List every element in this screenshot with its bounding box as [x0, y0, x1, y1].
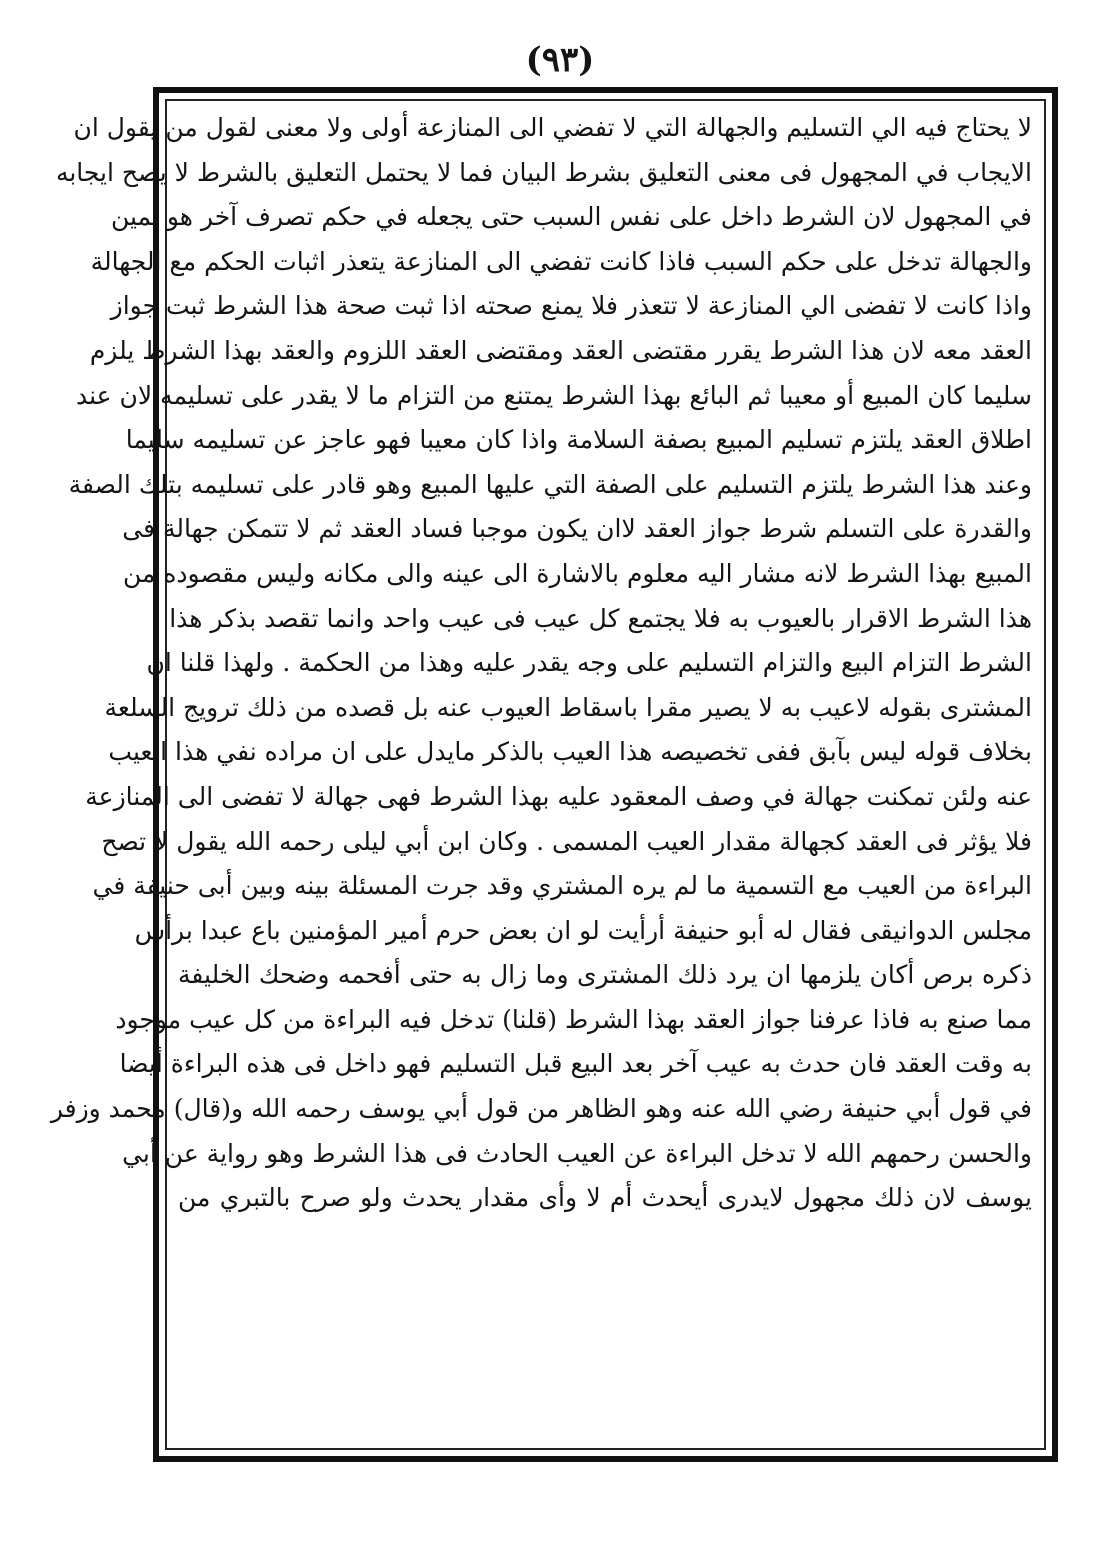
text-line: الشرط التزام البيع والتزام التسليم على وجه يقدر عليه وهذا من الحكمة . ولهذا قلنا ان	[146, 648, 1032, 678]
text-line: واذا كانت لا تفضى الي المنازعة لا تتعذر فلا يمنع صحته اذا ثبت صحة هذا الشرط ثبت جواز	[110, 291, 1032, 321]
text-line: العقد معه لان هذا الشرط يقرر مقتضى العقد ومقتضى العقد اللزوم والعقد بهذا الشرط يلزم	[89, 335, 1032, 365]
text-line: البراءة من العيب مع التسمية ما لم يره المشتري وقد جرت المسئلة بينه وبين أبى حنيفة في	[92, 871, 1032, 901]
text-line: في المجهول لان الشرط داخل على نفس السبب حتى يجعله في حكم تصرف آخر هو يمين	[110, 202, 1032, 232]
text-line: في قول أبي حنيفة رضي الله عنه وهو الظاهر من قول أبي يوسف رحمه الله و(قال) محمد وزفر	[50, 1094, 1032, 1124]
text-line: والجهالة تدخل على حكم السبب فاذا كانت تفضي الى المنازعة يتعذر اثبات الحكم مع الجهالة	[90, 246, 1032, 276]
text-line: الايجاب في المجهول فى معنى التعليق بشرط البيان فما لا يحتمل التعليق بالشرط لا يصح ايجابه	[55, 157, 1032, 187]
text-line: عنه ولئن تمكنت جهالة في وصف المعقود عليه بهذا الشرط فهى جهالة لا تفضى الى المنازعة	[85, 781, 1032, 811]
text-line: المشترى بقوله لاعيب به لا يصير مقرا باسقاط العيوب عنه بل قصده من ذلك ترويج السلعة	[104, 692, 1032, 722]
text-line: هذا الشرط الاقرار بالعيوب به فلا يجتمع كل عيب فى عيب واحد وانما تقصد بذكر هذا	[169, 603, 1032, 633]
text-line: اطلاق العقد يلتزم تسليم المبيع بصفة السلامة واذا كان معيبا فهو عاجز عن تسليمه سليما	[125, 425, 1032, 455]
text-line: به وقت العقد فان حدث به عيب آخر بعد البيع قبل التسليم فهو داخل فى هذه البراءة أيضا	[119, 1049, 1032, 1079]
text-line: سليما كان المبيع أو معيبا ثم البائع بهذا الشرط يمتنع من التزام ما لا يقدر على تسليمه لان عند	[75, 380, 1032, 410]
text-line: المبيع بهذا الشرط لانه مشار اليه معلوم بالاشارة الى عينه والى مكانه وليس مقصوده من	[122, 558, 1032, 588]
page-number: (۹۳)	[525, 40, 595, 80]
text-line: ذكره برص أكان يلزمها ان يرد ذلك المشترى وما زال به حتى أفحمه وضحك الخليفة	[178, 960, 1032, 990]
text-line: فلا يؤثر فى العقد كجهالة مقدار العيب المسمى . وكان ابن أبي ليلى رحمه الله يقول لا تصح	[101, 826, 1032, 856]
text-line: مجلس الدوانيقى فقال له أبو حنيفة أرأيت لو ان بعض حرم أمير المؤمنين باع عبدا برأس	[134, 915, 1032, 945]
main-text-block	[50, 106, 1038, 1221]
text-line: والحسن رحمهم الله لا تدخل البراءة عن العيب الحادث فى هذا الشرط وهو رواية عن أبي	[122, 1138, 1032, 1168]
text-line: والقدرة على التسلم شرط جواز العقد لاان يكون موجبا فساد العقد ثم لا تتمكن جهالة فى	[122, 514, 1032, 544]
text-line: يوسف لان ذلك مجهول لايدرى أيحدث أم لا وأى مقدار يحدث ولو صرح بالتبري من	[178, 1183, 1032, 1213]
text-line: لا يحتاج فيه الي التسليم والجهالة التي لا تفضي الى المنازعة أولى ولا معنى لقول من يقول ان	[73, 113, 1032, 142]
text-line: وعند هذا الشرط يلتزم التسليم على الصفة التي عليها المبيع وهو قادر على تسليمه بتلك الصفة	[68, 469, 1032, 499]
text-line: بخلاف قوله ليس بآبق ففى تخصيصه هذا العيب بالذكر مايدل على ان مراده نفي هذا العيب	[108, 737, 1032, 767]
text-line: مما صنع به فاذا عرفنا جواز العقد بهذا الشرط (قلنا) تدخل فيه البراءة من كل عيب موجود	[115, 1004, 1032, 1034]
